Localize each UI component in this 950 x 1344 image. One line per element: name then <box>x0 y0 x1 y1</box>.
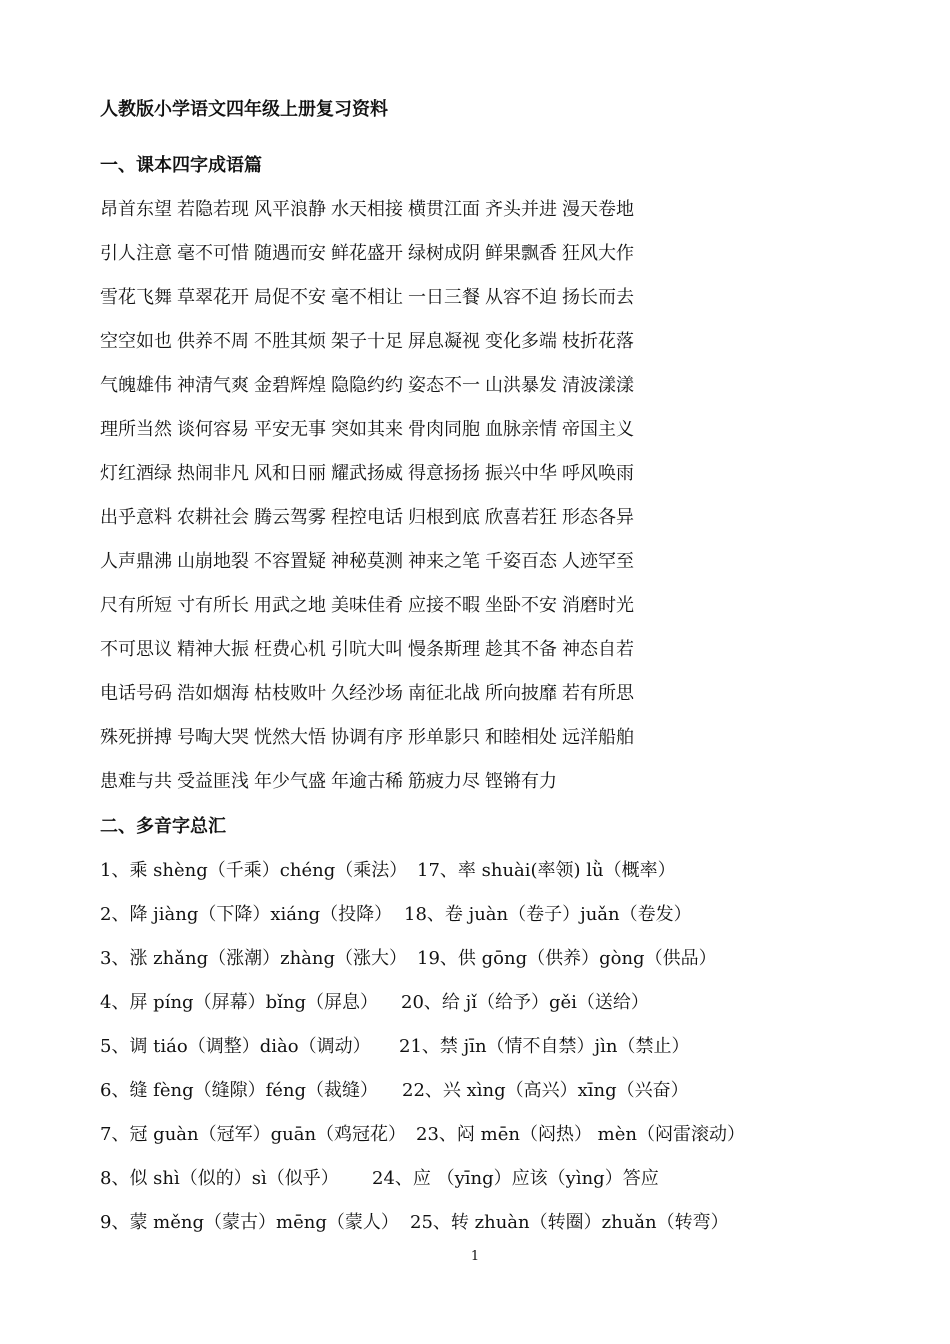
polyphone-list <box>100 856 890 1252</box>
idiom-item: 美味佳肴 <box>331 595 403 616</box>
idiom-item: 水天相接 <box>331 199 403 220</box>
idiom-item: 所向披靡 <box>485 683 557 704</box>
polyphone-row <box>100 1120 890 1164</box>
idiom-item: 形单影只 <box>408 727 480 748</box>
polyphone-entry-left: 1、乘 shèng（千乘）chéng（乘法） <box>100 860 408 881</box>
idiom-item: 引人注意 <box>100 243 172 264</box>
idiom-item: 人声鼎沸 <box>100 551 172 572</box>
idiom-item: 神态自若 <box>562 639 634 660</box>
polyphone-row <box>100 988 890 1032</box>
idiom-item: 筋疲力尽 <box>408 771 480 792</box>
section-heading-polyphones: 二、多音字总汇 <box>100 816 226 837</box>
idiom-item: 久经沙场 <box>331 683 403 704</box>
idiom-item: 鲜果飘香 <box>485 243 557 264</box>
idiom-item: 山崩地裂 <box>177 551 249 572</box>
idiom-item: 电话号码 <box>100 683 172 704</box>
idiom-item: 帝国主义 <box>562 419 634 440</box>
idiom-item: 横贯江面 <box>408 199 480 220</box>
idiom-item: 姿态不一 <box>408 375 480 396</box>
polyphone-entry-right: 23、闷 mēn（闷热） mèn（闷雷滚动） <box>416 1124 745 1145</box>
idiom-item: 形态各异 <box>562 507 634 528</box>
polyphone-entry-left: 3、涨 zhǎng（涨潮）zhàng（涨大） <box>100 948 408 969</box>
idiom-item: 出乎意料 <box>100 507 172 528</box>
idiom-item: 振兴中华 <box>485 463 557 484</box>
idiom-item: 变化多端 <box>485 331 557 352</box>
idiom-row <box>100 415 860 459</box>
polyphone-entry-left: 5、调 tiáo（调整）diào（调动） <box>100 1036 371 1057</box>
idiom-item: 鲜花盛开 <box>331 243 403 264</box>
idiom-row <box>100 547 860 591</box>
idiom-item: 昂首东望 <box>100 199 172 220</box>
idiom-item: 屏息凝视 <box>408 331 480 352</box>
polyphone-entry-right: 17、率 shuài(率领) lǜ（概率） <box>417 860 676 881</box>
idiom-item: 枉费心机 <box>254 639 326 660</box>
idiom-item: 精神大振 <box>177 639 249 660</box>
idiom-item: 枝折花落 <box>562 331 634 352</box>
polyphone-row <box>100 1032 890 1076</box>
polyphone-row <box>100 856 890 900</box>
idiom-item: 呼风唤雨 <box>562 463 634 484</box>
idiom-row <box>100 635 860 679</box>
idiom-item: 一日三餐 <box>408 287 480 308</box>
polyphone-entry-left: 9、蒙 měng（蒙古）mēng（蒙人） <box>100 1212 399 1233</box>
idiom-list <box>100 195 860 811</box>
idiom-item: 年少气盛 <box>254 771 326 792</box>
idiom-item: 谈何容易 <box>177 419 249 440</box>
page-number: 1 <box>470 1249 480 1264</box>
idiom-item: 铿锵有力 <box>485 771 557 792</box>
idiom-item: 供养不周 <box>177 331 249 352</box>
idiom-row <box>100 327 860 371</box>
idiom-item: 金碧辉煌 <box>254 375 326 396</box>
idiom-item: 号啕大哭 <box>177 727 249 748</box>
idiom-item: 受益匪浅 <box>177 771 249 792</box>
idiom-row <box>100 503 860 547</box>
polyphone-row <box>100 1164 890 1208</box>
idiom-row <box>100 195 860 239</box>
idiom-item: 隐隐约约 <box>331 375 403 396</box>
idiom-item: 毫不可惜 <box>177 243 249 264</box>
idiom-item: 消磨时光 <box>562 595 634 616</box>
idiom-item: 患难与共 <box>100 771 172 792</box>
polyphone-entry-right: 24、应 （yīng）应该（yìng）答应 <box>372 1168 659 1189</box>
polyphone-entry-right: 18、卷 juàn（卷子）juǎn（卷发） <box>404 904 692 925</box>
polyphone-entry-left: 2、降 jiàng（下降）xiáng（投降） <box>100 904 393 925</box>
idiom-item: 耀武扬威 <box>331 463 403 484</box>
idiom-item: 神秘莫测 <box>331 551 403 572</box>
idiom-item: 尺有所短 <box>100 595 172 616</box>
idiom-item: 漫天卷地 <box>562 199 634 220</box>
polyphone-entry-left: 6、缝 fèng（缝隙）féng（裁缝） <box>100 1080 379 1101</box>
idiom-item: 气魄雄伟 <box>100 375 172 396</box>
idiom-item: 风平浪静 <box>254 199 326 220</box>
document-title: 人教版小学语文四年级上册复习资料 <box>100 99 388 120</box>
idiom-item: 空空如也 <box>100 331 172 352</box>
polyphone-entry-right: 19、供 gōng（供养）gòng（供品） <box>417 948 717 969</box>
idiom-item: 归根到底 <box>408 507 480 528</box>
idiom-item: 千姿百态 <box>485 551 557 572</box>
idiom-item: 坐卧不安 <box>485 595 557 616</box>
idiom-item: 架子十足 <box>331 331 403 352</box>
idiom-item: 扬长而去 <box>562 287 634 308</box>
polyphone-entry-left: 7、冠 guàn（冠军）guān（鸡冠花） <box>100 1124 407 1145</box>
idiom-row <box>100 239 860 283</box>
idiom-item: 草翠花开 <box>177 287 249 308</box>
idiom-item: 欣喜若狂 <box>485 507 557 528</box>
polyphone-entry-left: 4、屏 píng（屏幕）bǐng（屏息） <box>100 992 378 1013</box>
idiom-item: 风和日丽 <box>254 463 326 484</box>
idiom-row <box>100 459 860 503</box>
idiom-item: 狂风大作 <box>562 243 634 264</box>
polyphone-entry-left: 8、似 shì（似的）sì（似乎） <box>100 1168 339 1189</box>
section-heading-idioms: 一、课本四字成语篇 <box>100 155 262 176</box>
polyphone-row <box>100 944 890 988</box>
idiom-item: 程控电话 <box>331 507 403 528</box>
idiom-item: 清波漾漾 <box>562 375 634 396</box>
idiom-item: 骨肉同胞 <box>408 419 480 440</box>
idiom-item: 平安无事 <box>254 419 326 440</box>
polyphone-entry-right: 22、兴 xìng（高兴）xīng（兴奋） <box>402 1080 689 1101</box>
idiom-item: 南征北战 <box>408 683 480 704</box>
idiom-item: 突如其来 <box>331 419 403 440</box>
idiom-item: 灯红酒绿 <box>100 463 172 484</box>
idiom-item: 趁其不备 <box>485 639 557 660</box>
polyphone-row <box>100 1076 890 1120</box>
idiom-row <box>100 283 860 327</box>
idiom-item: 毫不相让 <box>331 287 403 308</box>
idiom-item: 用武之地 <box>254 595 326 616</box>
idiom-item: 农耕社会 <box>177 507 249 528</box>
idiom-row <box>100 723 860 767</box>
idiom-item: 若隐若现 <box>177 199 249 220</box>
idiom-item: 绿树成阴 <box>408 243 480 264</box>
idiom-item: 慢条斯理 <box>408 639 480 660</box>
idiom-item: 若有所思 <box>562 683 634 704</box>
idiom-row <box>100 371 860 415</box>
idiom-item: 远洋船舶 <box>562 727 634 748</box>
idiom-item: 殊死拼搏 <box>100 727 172 748</box>
idiom-item: 雪花飞舞 <box>100 287 172 308</box>
idiom-item: 从容不迫 <box>485 287 557 308</box>
idiom-item: 神来之笔 <box>408 551 480 572</box>
idiom-row <box>100 679 860 723</box>
polyphone-row <box>100 1208 890 1252</box>
idiom-item: 局促不安 <box>254 287 326 308</box>
idiom-item: 枯枝败叶 <box>254 683 326 704</box>
idiom-item: 人迹罕至 <box>562 551 634 572</box>
idiom-item: 不胜其烦 <box>254 331 326 352</box>
idiom-item: 年逾古稀 <box>331 771 403 792</box>
idiom-item: 神清气爽 <box>177 375 249 396</box>
idiom-item: 浩如烟海 <box>177 683 249 704</box>
idiom-row <box>100 591 860 635</box>
polyphone-entry-right: 25、转 zhuàn（转圈）zhuǎn（转弯） <box>410 1212 729 1233</box>
idiom-item: 随遇而安 <box>254 243 326 264</box>
idiom-item: 热闹非凡 <box>177 463 249 484</box>
idiom-item: 寸有所长 <box>177 595 249 616</box>
polyphone-entry-right: 20、给 jǐ（给予）gěi（送给） <box>401 992 649 1013</box>
polyphone-entry-right: 21、禁 jīn（情不自禁）jìn（禁止） <box>399 1036 690 1057</box>
polyphone-row <box>100 900 890 944</box>
idiom-item: 不可思议 <box>100 639 172 660</box>
idiom-item: 得意扬扬 <box>408 463 480 484</box>
idiom-item: 理所当然 <box>100 419 172 440</box>
idiom-item: 齐头并进 <box>485 199 557 220</box>
idiom-item: 引吭大叫 <box>331 639 403 660</box>
idiom-item: 恍然大悟 <box>254 727 326 748</box>
idiom-item: 应接不暇 <box>408 595 480 616</box>
idiom-item: 腾云驾雾 <box>254 507 326 528</box>
idiom-item: 和睦相处 <box>485 727 557 748</box>
idiom-item: 协调有序 <box>331 727 403 748</box>
idiom-item: 血脉亲情 <box>485 419 557 440</box>
idiom-item: 山洪暴发 <box>485 375 557 396</box>
idiom-row <box>100 767 860 811</box>
idiom-item: 不容置疑 <box>254 551 326 572</box>
